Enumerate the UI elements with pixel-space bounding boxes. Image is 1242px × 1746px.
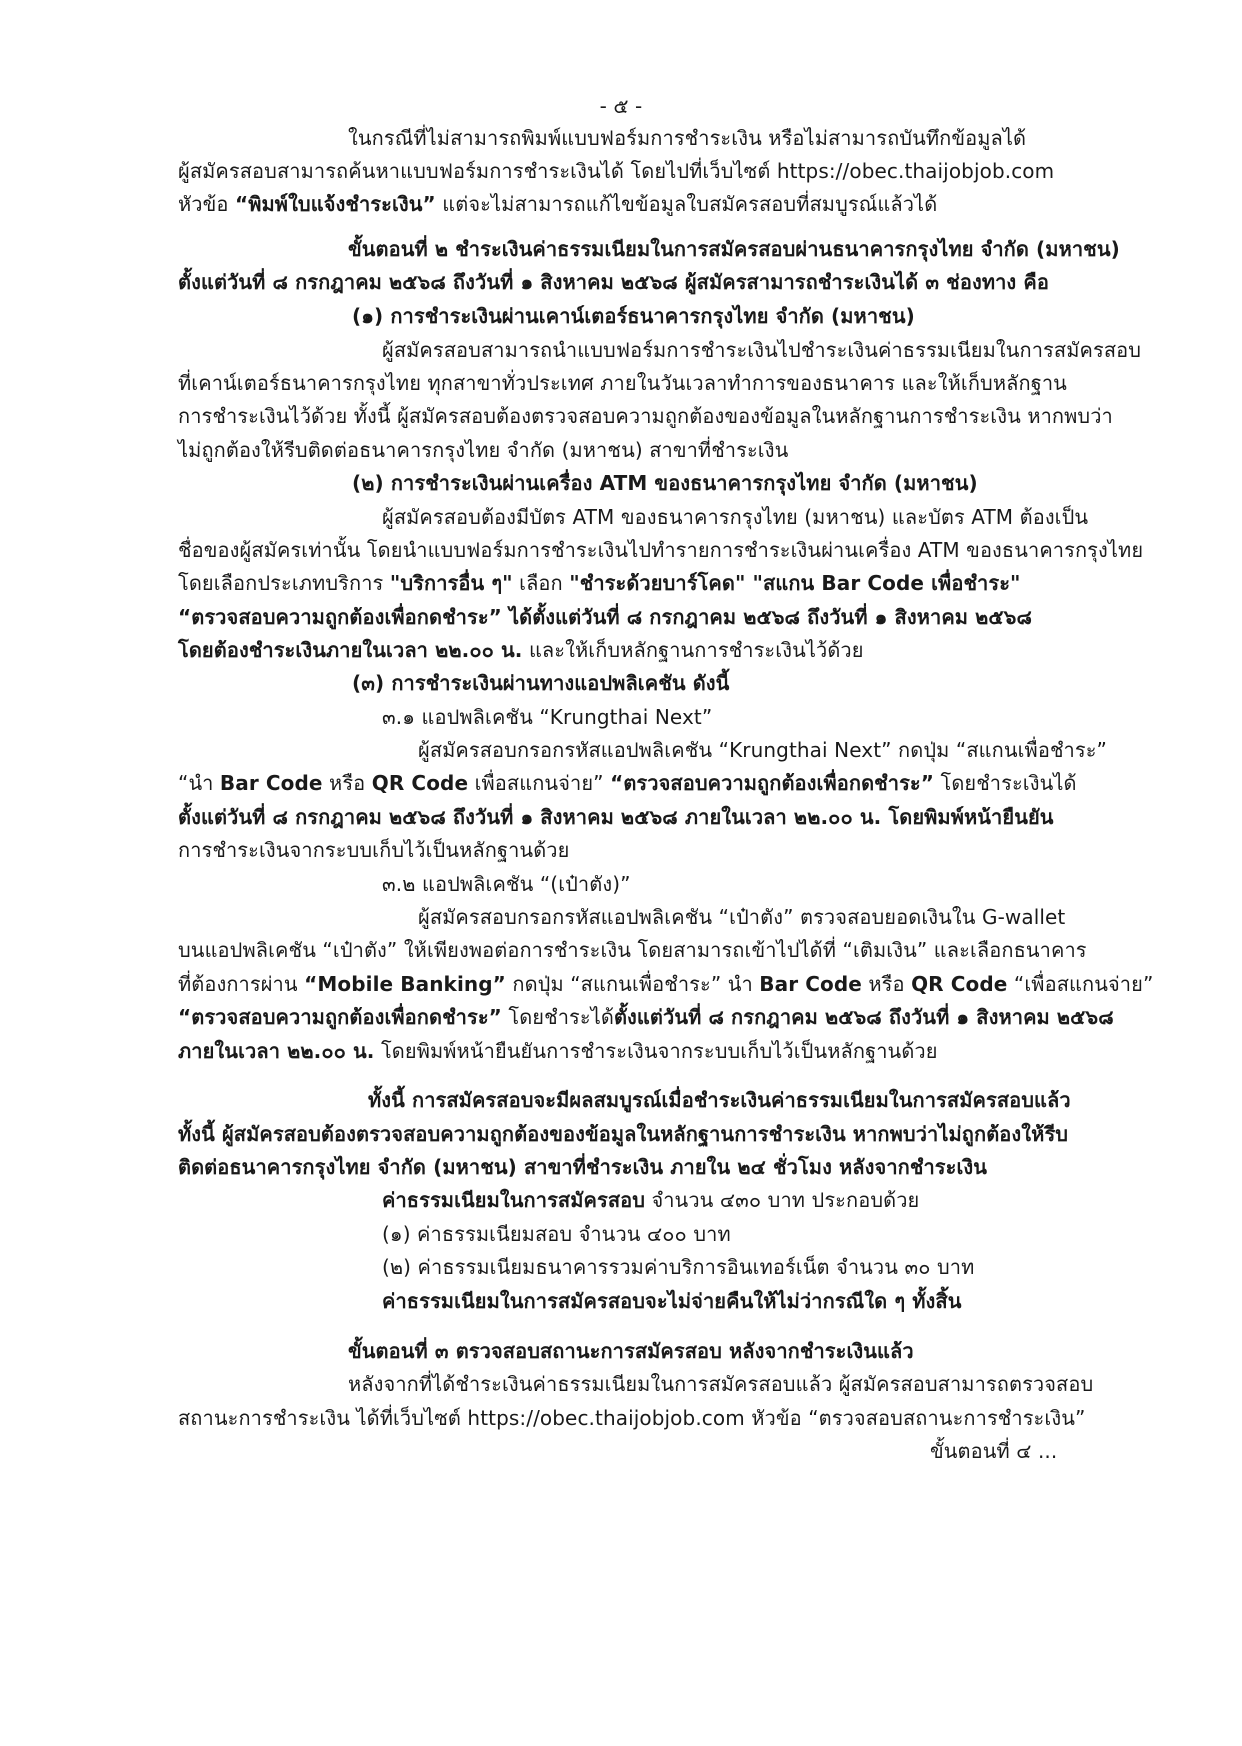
step3-line-2: สถานะการชำระเงิน ได้ที่เว็บไซต์ https://obec.thaijobjob.com หัวข้อ “ตรวจสอบสถานะการชำระเงิน”	[178, 1406, 1086, 1430]
notice-line-1: ทั้งนี้ การสมัครสอบจะมีผลสมบูรณ์เมื่อชำระเงินค่าธรรมเนียมในการสมัครสอบแล้ว	[368, 1088, 1071, 1112]
channel-1-line-1: ผู้สมัครสอบสามารถนำแบบฟอร์มการชำระเงินไปชำระเงินค่าธรรมเนียมในการสมัครสอบ	[382, 338, 1142, 362]
app-1-line-3: ตั้งแต่วันที่ ๘ กรกฎาคม ๒๕๖๘ ถึงวันที่ ๑ สิงหาคม ๒๕๖๘ ภายในเวลา ๒๒.๐๐ น. โดยพิมพ์หน้ายืนยัน	[178, 805, 1054, 829]
app-2-line-5: ภายในเวลา ๒๒.๐๐ น. โดยพิมพ์หน้ายืนยันการชำระเงินจากระบบเก็บไว้เป็นหลักฐานด้วย	[178, 1039, 938, 1063]
channel-1-line-4: ไม่ถูกต้องให้รีบติดต่อธนาคารกรุงไทย จำกัด (มหาชน) สาขาที่ชำระเงิน	[178, 438, 789, 462]
app-1-line-1: ผู้สมัครสอบกรอกรหัสแอปพลิเคชัน “Krungthai Next” กดปุ่ม “สแกนเพื่อชำระ”	[418, 738, 1108, 762]
app-2-line-3: ที่ต้องการผ่าน “Mobile Banking” กดปุ่ม “สแกนเพื่อชำระ” นำ Bar Code หรือ QR Code “เพื่อสแกนจ่าย”	[178, 972, 1154, 996]
step2-line-2: ตั้งแต่วันที่ ๘ กรกฎาคม ๒๕๖๘ ถึงวันที่ ๑ สิงหาคม ๒๕๖๘ ผู้สมัครสามารถชำระเงินได้ ๓ ช่องทาง คือ	[178, 270, 1049, 294]
channel-3-heading: (๓) การชำระเงินผ่านทางแอปพลิเคชัน ดังนี้	[352, 671, 730, 695]
channel-1-line-3: การชำระเงินไว้ด้วย ทั้งนี้ ผู้สมัครสอบต้องตรวจสอบความถูกต้องของข้อมูลในหลักฐานการชำระเงิน หากพบว่า	[178, 404, 1113, 428]
fees-item-2: (๒) ค่าธรรมเนียมธนาคารรวมค่าบริการอินเทอร์เน็ต จำนวน ๓๐ บาท	[382, 1255, 975, 1279]
app-2-title: ๓.๒ แอปพลิเคชัน “(เป๋าตัง)”	[382, 872, 631, 896]
app-2-line-1: ผู้สมัครสอบกรอกรหัสแอปพลิเคชัน “เป๋าตัง” ตรวจสอบยอดเงินใน G-wallet	[418, 905, 1066, 929]
app-1-line-4: การชำระเงินจากระบบเก็บไว้เป็นหลักฐานด้วย	[178, 838, 570, 862]
channel-2-line-5: โดยต้องชำระเงินภายในเวลา ๒๒.๐๐ น. และให้เก็บหลักฐานการชำระเงินไว้ด้วย	[178, 638, 864, 662]
notice-line-2: ทั้งนี้ ผู้สมัครสอบต้องตรวจสอบความถูกต้องของข้อมูลในหลักฐานการชำระเงิน หากพบว่าไม่ถูกต้องให้รีบ	[178, 1122, 1069, 1146]
app-1-line-2: “นำ Bar Code หรือ QR Code เพื่อสแกนจ่าย” “ตรวจสอบความถูกต้องเพื่อกดชำระ” โดยชำระเงินได้	[178, 771, 1077, 795]
fees-title: ค่าธรรมเนียมในการสมัครสอบ จำนวน ๔๓๐ บาท ประกอบด้วย	[382, 1188, 920, 1212]
continued-marker: ขั้นตอนที่ ๔ ...	[930, 1439, 1058, 1463]
channel-2-line-1: ผู้สมัครสอบต้องมีบัตร ATM ของธนาคารกรุงไทย (มหาชน) และบัตร ATM ต้องเป็น	[382, 505, 1089, 529]
intro-line-1: ในกรณีที่ไม่สามารถพิมพ์แบบฟอร์มการชำระเงิน หรือไม่สามารถบันทึกข้อมูลได้	[348, 126, 1027, 150]
notice-line-3: ติดต่อธนาคารกรุงไทย จำกัด (มหาชน) สาขาที่ชำระเงิน ภายใน ๒๔ ชั่วโมง หลังจากชำระเงิน	[178, 1155, 988, 1179]
intro-line-3: หัวข้อ “พิมพ์ใบแจ้งชำระเงิน” แต่จะไม่สามารถแก้ไขข้อมูลใบสมัครสอบที่สมบูรณ์แล้วได้	[178, 192, 938, 216]
intro-line-2: ผู้สมัครสอบสามารถค้นหาแบบฟอร์มการชำระเงินได้ โดยไปที่เว็บไซต์ https://obec.thaijobjob.com	[178, 159, 1055, 183]
page-number: - ๕ -	[599, 94, 643, 118]
fees-no-refund: ค่าธรรมเนียมในการสมัครสอบจะไม่จ่ายคืนให้ไม่ว่ากรณีใด ๆ ทั้งสิ้น	[382, 1289, 962, 1313]
step3-heading: ขั้นตอนที่ ๓ ตรวจสอบสถานะการสมัครสอบ หลังจากชำระเงินแล้ว	[348, 1339, 914, 1363]
fees-item-1: (๑) ค่าธรรมเนียมสอบ จำนวน ๔๐๐ บาท	[382, 1222, 731, 1246]
app-1-title: ๓.๑ แอปพลิเคชัน “Krungthai Next”	[382, 705, 713, 729]
step3-line-1: หลังจากที่ได้ชำระเงินค่าธรรมเนียมในการสมัครสอบแล้ว ผู้สมัครสอบสามารถตรวจสอบ	[348, 1372, 1094, 1396]
channel-1-line-2: ที่เคาน์เตอร์ธนาคารกรุงไทย ทุกสาขาทั่วประเทศ ภายในวันเวลาทำการของธนาคาร และให้เก็บหลักฐาน	[178, 371, 1067, 395]
channel-2-heading: (๒) การชำระเงินผ่านเครื่อง ATM ของธนาคารกรุงไทย จำกัด (มหาชน)	[352, 471, 978, 495]
channel-2-line-4: “ตรวจสอบความถูกต้องเพื่อกดชำระ” ได้ตั้งแต่วันที่ ๘ กรกฎาคม ๒๕๖๘ ถึงวันที่ ๑ สิงหาคม ๒๕๖๘	[178, 605, 1032, 629]
channel-2-line-3: โดยเลือกประเภทบริการ "บริการอื่น ๆ" เลือก "ชำระด้วยบาร์โคด" "สแกน Bar Code เพื่อชำระ"	[178, 571, 1021, 595]
app-2-line-2: บนแอปพลิเคชัน “เป๋าตัง” ให้เพียงพอต่อการชำระเงิน โดยสามารถเข้าไปได้ที่ “เติมเงิน” และเลือกธนาคาร	[178, 938, 1087, 962]
step2-heading: ขั้นตอนที่ ๒ ชำระเงินค่าธรรมเนียมในการสมัครสอบผ่านธนาคารกรุงไทย จำกัด (มหาชน)	[348, 237, 1120, 261]
app-2-line-4: “ตรวจสอบความถูกต้องเพื่อกดชำระ” โดยชำระได้ตั้งแต่วันที่ ๘ กรกฎาคม ๒๕๖๘ ถึงวันที่ ๑ สิงหาคม ๒๕๖๘	[178, 1005, 1114, 1029]
channel-2-line-2: ชื่อของผู้สมัครเท่านั้น โดยนำแบบฟอร์มการชำระเงินไปทำรายการชำระเงินผ่านเครื่อง ATM ของธนาคารกรุงไทย	[178, 538, 1144, 562]
channel-1-heading: (๑) การชำระเงินผ่านเคาน์เตอร์ธนาคารกรุงไทย จำกัด (มหาชน)	[352, 304, 915, 328]
